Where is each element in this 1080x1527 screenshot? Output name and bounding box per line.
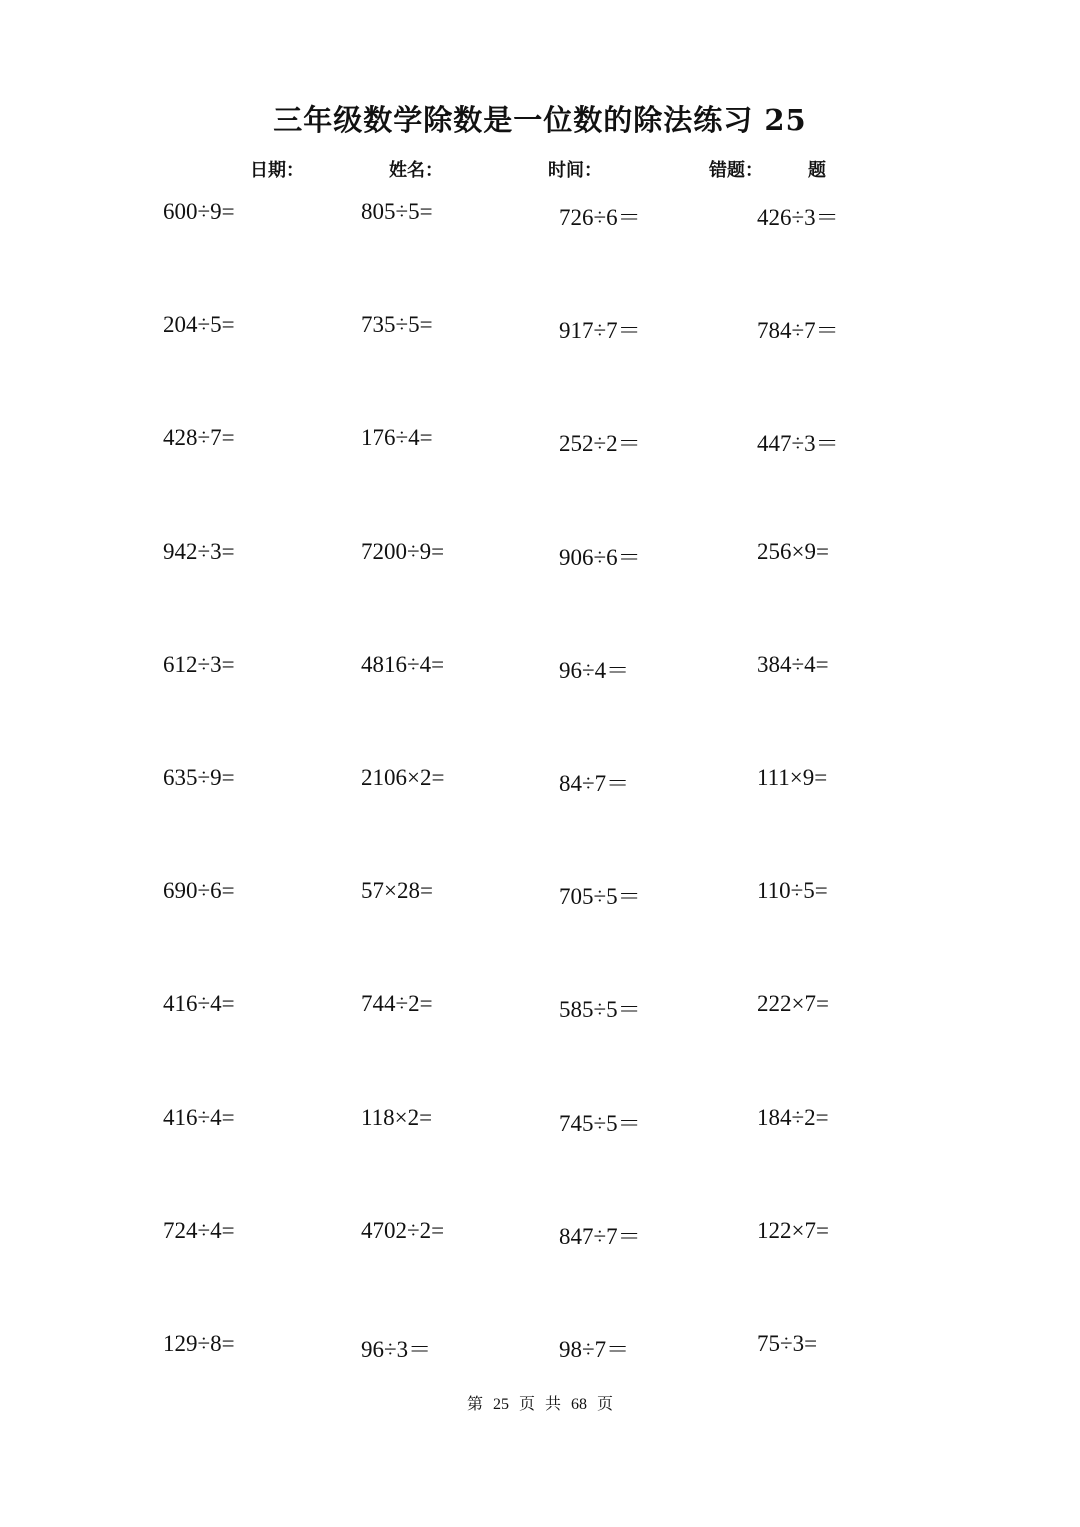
problem-grid: [163, 199, 963, 1444]
problem: 635÷9=: [163, 764, 235, 790]
problem: 256×9=: [757, 538, 829, 564]
problem: 906÷6＝: [559, 544, 641, 570]
problem: 110÷5=: [757, 878, 828, 904]
problem: 176÷4=: [361, 425, 433, 451]
problem: 726÷6＝: [559, 205, 641, 230]
problem: 416÷4=: [163, 991, 235, 1017]
problem: 4816÷4=: [361, 651, 445, 677]
problem: 612÷3=: [163, 651, 235, 677]
problem: 705÷5＝: [559, 884, 641, 910]
problem: 428÷7=: [163, 425, 235, 451]
problem-row: [163, 878, 963, 991]
problem: 4702÷2=: [361, 1217, 445, 1243]
date-label: 日期：: [250, 160, 304, 181]
problem: 204÷5=: [163, 312, 235, 338]
problem: 600÷9=: [163, 199, 235, 224]
problem: 122×7=: [757, 1217, 829, 1243]
problem-row: [163, 312, 963, 425]
problem: 735÷5=: [361, 312, 433, 338]
problem: 118×2=: [361, 1104, 433, 1130]
problem-row: [163, 991, 963, 1104]
problem: 184÷2=: [757, 1104, 829, 1130]
problem-row: [163, 652, 963, 765]
problem-row: [163, 1218, 963, 1331]
problem: 917÷7＝: [559, 318, 641, 344]
problem-row: [163, 425, 963, 538]
time-label: 时间：: [548, 160, 602, 181]
problem: 585÷5＝: [559, 997, 641, 1023]
problem: 96÷4＝: [559, 657, 630, 683]
errors-unit: 题: [808, 160, 826, 181]
problem: 724÷4=: [163, 1217, 235, 1243]
problem: 690÷6=: [163, 878, 235, 904]
problem: 84÷7＝: [559, 770, 630, 796]
errors-label: 错题：: [709, 160, 763, 181]
page-footer: 第 25 页 共 68 页: [466, 1396, 613, 1413]
problem: 745÷5＝: [559, 1110, 641, 1136]
problem: 98÷7＝: [559, 1336, 630, 1362]
problem-row: [163, 1105, 963, 1218]
problem: 96÷3＝: [361, 1336, 432, 1362]
problem: 57×28=: [361, 878, 433, 904]
problem: 784÷7＝: [757, 318, 839, 344]
problem-row: [163, 199, 963, 312]
problem: 222×7=: [757, 991, 829, 1017]
page-title: 三年级数学除数是一位数的除法练习 25: [273, 103, 807, 137]
problem: 744÷2=: [361, 991, 433, 1017]
problem-row: [163, 539, 963, 652]
problem: 7200÷9=: [361, 538, 445, 564]
problem: 805÷5=: [361, 199, 433, 224]
problem: 847÷7＝: [559, 1223, 641, 1249]
problem-row: [163, 1331, 963, 1444]
name-label: 姓名：: [389, 160, 443, 181]
problem: 426÷3＝: [757, 205, 839, 230]
problem-row: [163, 765, 963, 878]
problem: 75÷3=: [757, 1330, 818, 1356]
problem: 942÷3=: [163, 538, 235, 564]
info-row: [0, 156, 1080, 182]
problem: 2106×2=: [361, 764, 445, 790]
problem: 447÷3＝: [757, 431, 839, 457]
problem: 111×9=: [757, 764, 828, 790]
problem: 384÷4=: [757, 651, 829, 677]
problem: 129÷8=: [163, 1330, 235, 1356]
problem: 416÷4=: [163, 1104, 235, 1130]
problem: 252÷2＝: [559, 431, 641, 457]
